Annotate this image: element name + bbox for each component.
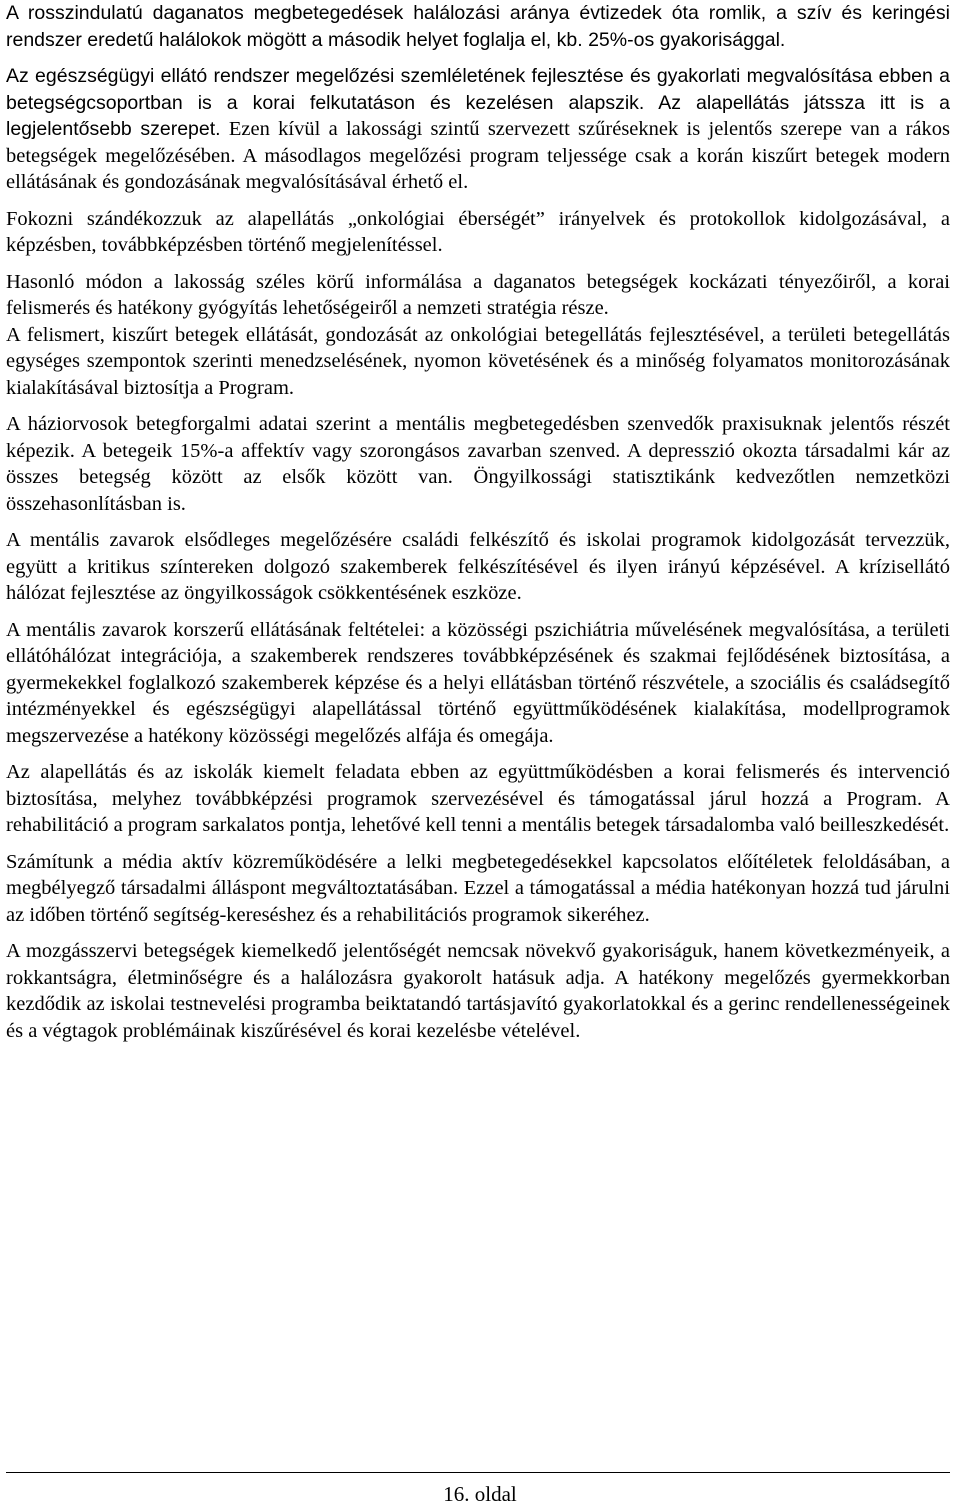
- paragraph-public-information: [6, 269, 950, 322]
- paragraph-oncological-alertness: [6, 206, 950, 259]
- paragraph-patient-care: [6, 322, 950, 402]
- paragraph-text: Hasonló módon a lakosság széles körű informálása a daganatos betegségek kockázati tényezőiről, a korai felismerés és hatékony gyógyítás lehetőségeiről a nemzeti stratégia része.: [6, 270, 950, 319]
- paragraph-mental-care-conditions: [6, 617, 950, 750]
- paragraph-mental-health-statistics: [6, 411, 950, 517]
- document-page: [6, 0, 950, 1044]
- paragraph-text: Az egészségügyi ellátó rendszer megelőzési szemléletének fejlesztése és gyakorlati megvalósítása ebben a betegségcsoportban is a korai felkutatáson és kezelésen alapszik. Az alapellátás játssza itt is a legjelentősebb szerepet.: [6, 65, 950, 140]
- page-number: 16. oldal: [443, 1482, 517, 1506]
- paragraph-musculoskeletal: [6, 938, 950, 1044]
- paragraph-text: Az alapellátás és az iskolák kiemelt feladata ebben az együttműködésben a korai felismerés és intervenció biztosítása, melyhez továbbképzési programok szervezésével és támogatással járul hozzá a Program. A rehabilitáció a program sarkalatos pontja, lehetővé kell tenni a mentális betegek társadalomba való beilleszkedését.: [6, 761, 950, 836]
- paragraph-text: A mentális zavarok elsődleges megelőzésére családi felkészítő és iskolai programok kidolgozását tervezzük, együtt a kritikus színtereken dolgozó szakemberek felkészítésével és ilyen irányú képzésével. A krízisellátó hálózat fejlesztése az öngyilkosságok csökkentésének eszköze.: [6, 529, 950, 604]
- paragraph-prevention-approach: [6, 63, 950, 196]
- paragraph-text: Fokozni szándékozzuk az alapellátás „onkológiai éberségét” irányelvek és protokollok kidolgozásával, a képzésben, továbbképzésben történő megjelenítéssel.: [6, 207, 950, 256]
- paragraph-text: A felismert, kiszűrt betegek ellátását, gondozását az onkológiai betegellátás fejlesztésével, a területi betegellátás egységes szempontok szerinti menedzselésének, nyomon követésének és a minőség folyamatos monitorozásának kialakításával biztosítja a Program.: [6, 323, 950, 399]
- paragraph-text: Számítunk a média aktív közreműködésére a lelki megbetegedésekkel kapcsolatos előítéletek feloldásában, a megbélyegző társadalmi álláspont megváltoztatásában. Ezzel a támogatással a média hatékonyan hozzá tud járulni az időben történő segítség-kereséshez és a rehabilitációs programok sikeréhez.: [6, 850, 950, 926]
- paragraph-text: A mozgásszervi betegségek kiemelkedő jelentőségét nemcsak növekvő gyakoriságuk, hanem következményeik, a rokkantságra, életminőségre és a halálozásra gyakorolt hatásuk adja. A hatékony megelőzés gyermekkorban kezdődik az iskolai testnevelési programba beiktatandó tartásjavító gyakorlatokkal és a gerinc rendellenességeinek és a végtagok problémáinak kiszűrésével és korai kezelésbe vételével.: [6, 940, 950, 1042]
- paragraph-cancer-mortality: [6, 0, 950, 53]
- paragraph-text-screening: Ezen kívül a lakossági szintű szervezett szűréseknek is jelentős szerepe van a rákos betegségek megelőzésében. A másodlagos megelőzési program teljessége csak a korán kiszűrt betegek modern ellátásának és gondozásának megvalósításával érhető el.: [6, 118, 950, 193]
- paragraph-text: A mentális zavarok korszerű ellátásának feltételei: a közösségi pszichiátria művelésének megvalósítása, a területi ellátóhálózat integrációja, a szakemberek rendszeres továbbképzésének és szakmai fejlődésének biztosítása, a gyermekekkel foglalkozó szakemberek képzése és a helyi ellátásban történő részvétele, a szociális és családsegítő intézményekkel és egészségügyi alapellátással történő együttműködésének kialakítása, modellprogramok megszervezése a hatékony közösségi megelőzés alfája és omegája.: [6, 618, 950, 747]
- paragraph-text: A rosszindulatú daganatos megbetegedések halálozási aránya évtizedek óta romlik, a szív és keringési rendszer eredetű halálokok mögött a második helyet foglalja el, kb. 25%-os gyakorisággal.: [6, 2, 950, 51]
- paragraph-primary-care-schools: [6, 759, 950, 839]
- paragraph-mental-primary-prevention: [6, 527, 950, 607]
- paragraph-text: A háziorvosok betegforgalmi adatai szerint a mentális megbetegedésben szenvedők praxisuknak jelentős részét képezik. A betegeik 15%-a affektív vagy szorongásos zavarban szenved. A depresszió okozta társadalmi kár az összes betegség között az elsők között van. Öngyilkossági statisztikánk kedvezőtlen nemzetközi összehasonlításban is.: [6, 413, 950, 515]
- footer-divider: [6, 1472, 950, 1473]
- paragraph-media-role: [6, 849, 950, 929]
